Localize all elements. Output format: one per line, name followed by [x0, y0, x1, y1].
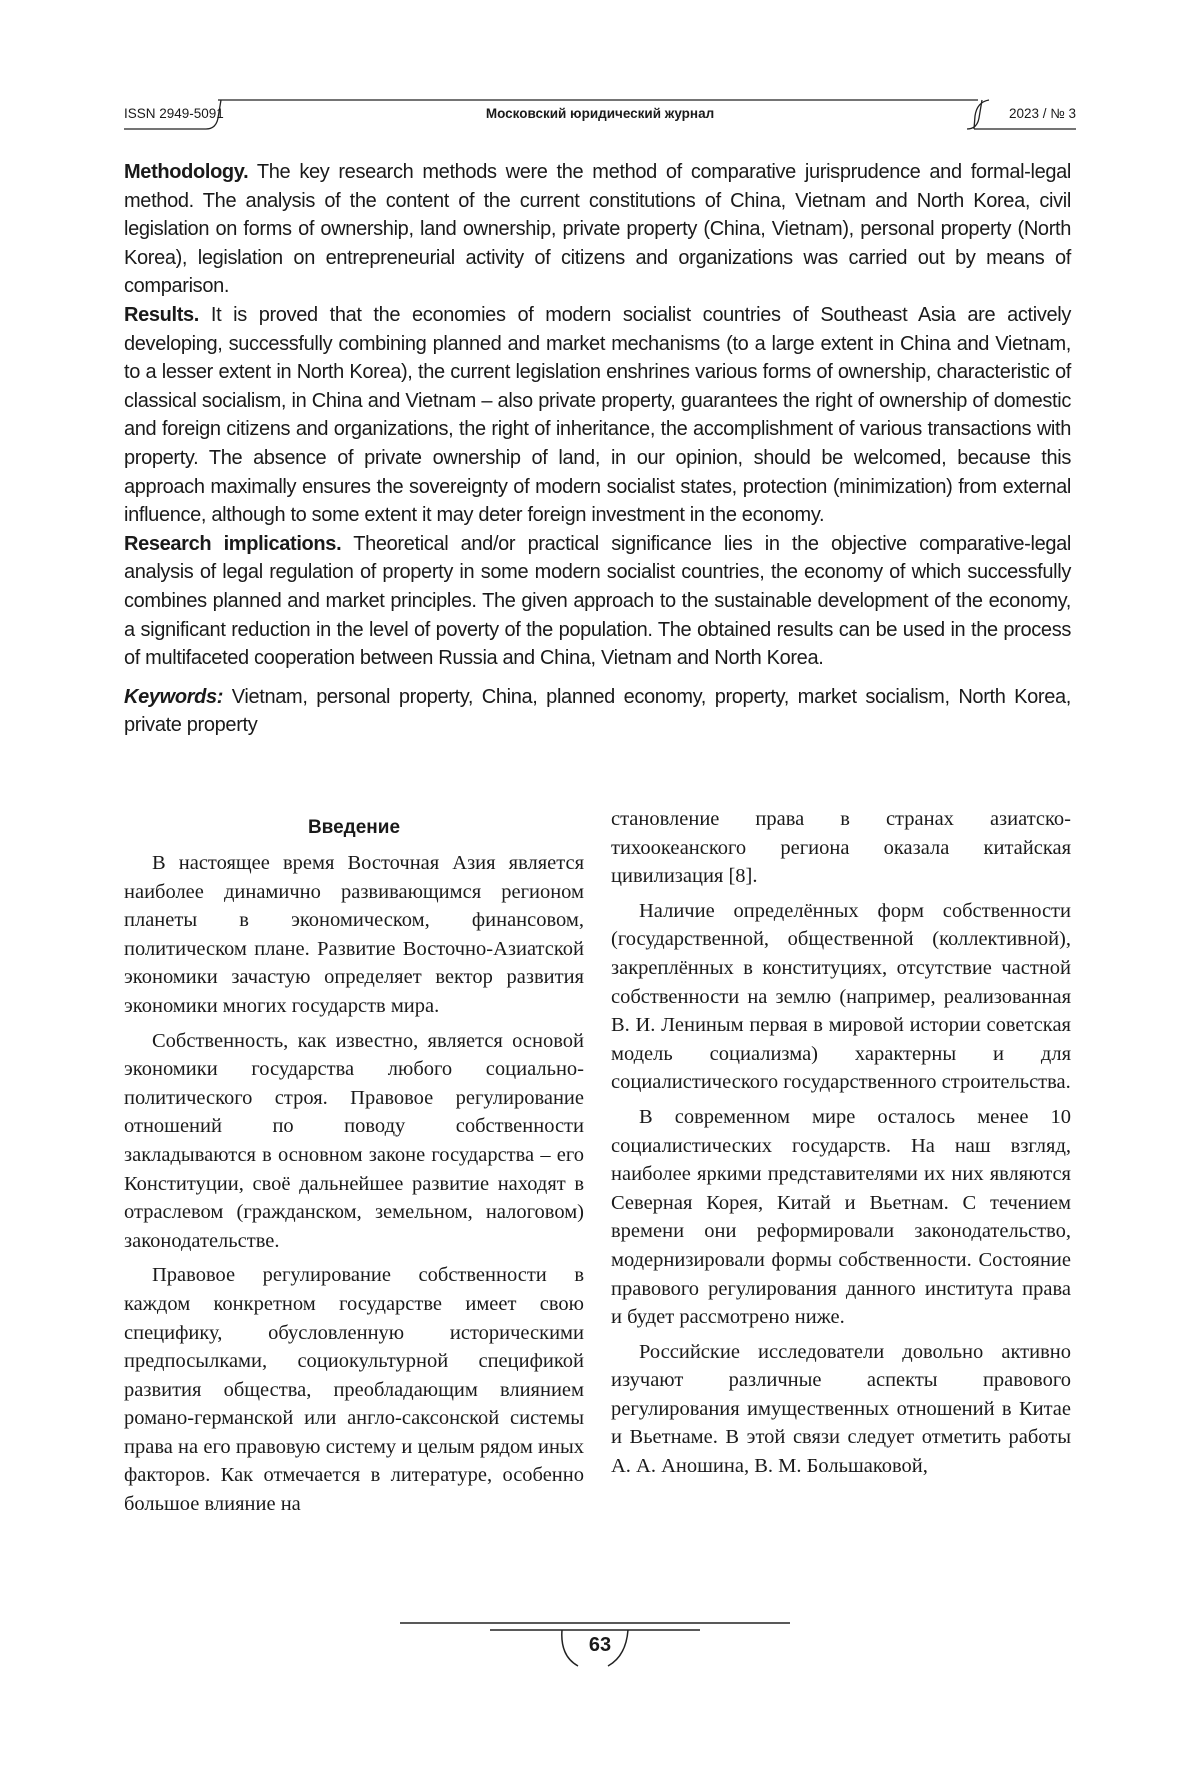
keywords-paragraph	[124, 683, 1071, 740]
right-column	[611, 805, 1071, 1487]
body-paragraph: В современном мире осталось менее 10 социалистических государств. На наш взгляд, наиболее яркими представителями их них являются Северная Корея, Китай и Вьетнам. С течением времени они реформировали законодательство, модернизировали формы собственности. Состояние правового регулирования данного института права и будет рассмотрено ниже.	[611, 1105, 1071, 1329]
journal-title: Московский юридический журнал	[485, 106, 715, 121]
body-paragraph: Российские исследователи довольно активно изучают различные аспекты правового регулирования имущественных отношений в Китае и Вьетнаме. В этой связи следует отметить работы А. А. Аношина, В. М. Большаковой,	[611, 1340, 1071, 1478]
section-heading: Введение	[307, 817, 401, 838]
body-paragraph: Собственность, как известно, является основой экономики государства любого социально-политического строя. Правовое регулирование отношений по поводу собственности закладываются в основном законе государства – его Конституции, своё дальнейшее развитие находят в отраслевом (гражданском, земельном, налоговом) законодательстве.	[124, 1029, 584, 1252]
issn: ISSN 2949-5091	[124, 106, 224, 121]
body-paragraph: В настоящее время Восточная Азия является наиболее динамично развивающимся регионом планеты в экономическом, финансовом, политическом плане. Развитие Восточно-Азиатской экономики зачастую определяет вектор развития экономики многих государств мира.	[124, 852, 584, 1017]
methodology-label: Methodology.	[124, 161, 249, 183]
left-column	[124, 815, 584, 1525]
methodology-paragraph	[124, 158, 1071, 301]
implications-paragraph	[124, 530, 1071, 673]
body-paragraph: Правовое регулирование собственности в каждом конкретном государстве имеет свою специфику, обусловленную историческими предпосылками, социокультурной спецификой развития общества, преобладающим влиянием романо-германской или англо-саксонской системы права на его правовую систему и целым рядом иных факторов. Как отмечается в литературе, особенно большое влияние на	[124, 1264, 584, 1516]
keywords-label: Keywords:	[124, 685, 224, 708]
results-label: Results.	[124, 303, 200, 326]
issue-number: 2023 / № 3	[1008, 106, 1076, 121]
body-paragraph-continued: становление права в странах азиатско-тихоокеанского региона оказала китайская цивилизация [8].	[611, 808, 1071, 888]
methodology-text: The key research methods were the method of comparative jurisprudence and formal-legal method. The analysis of the content of the current constitutions of China, Vietnam and North Korea, civil legislation on forms of ownership, land ownership, private property (China, Vietnam), personal property (North Korea), legislation on entrepreneurial activity of citizens and organizations was carried out by means of comparison.	[124, 161, 1071, 298]
abstract	[124, 158, 1071, 740]
running-header	[124, 96, 1076, 130]
keywords-text: Vietnam, personal property, China, planned economy, property, market socialism, North Korea, private property	[124, 685, 1071, 737]
implications-text: Theoretical and/or practical significance lies in the objective comparative-legal analysis of legal regulation of property in some modern socialist countries, the economy of which successfully combines planned and market principles. The given approach to the sustainable development of the economy, a significant reduction in the level of poverty of the population. The obtained results can be used in the process of multifaceted cooperation between Russia and China, Vietnam and North Korea.	[124, 532, 1071, 670]
results-paragraph	[124, 301, 1071, 530]
page-number: 63	[588, 1634, 612, 1656]
results-text: It is proved that the economies of modern socialist countries of Southeast Asia are actively developing, successfully combining planned and market mechanisms (to a large extent in China and Vietnam, to a lesser extent in North Korea), the current legislation enshrines various forms of ownership, characteristic of classical socialism, in China and Vietnam – also private property, guarantees the right of ownership of domestic and foreign citizens and organizations, the right of inheritance, the accomplishment of various transactions with property. The absence of private ownership of land, in our opinion, should be welcomed, because this approach maximally ensures the sovereignty of modern socialist states, protection (minimization) from external influence, although to some extent it may deter foreign investment in the economy.	[124, 303, 1071, 527]
page-footer	[0, 1620, 1200, 1690]
implications-label: Research implications.	[124, 532, 342, 555]
body-paragraph: Наличие определённых форм собственности (государственной, общественной (коллективной), закреплённых в конституциях, отсутствие частной собственности на землю (например, реализованная В. И. Лениным первая в мировой истории советская модель социализма) характерны и для социалистического государственного строительства.	[611, 899, 1071, 1094]
